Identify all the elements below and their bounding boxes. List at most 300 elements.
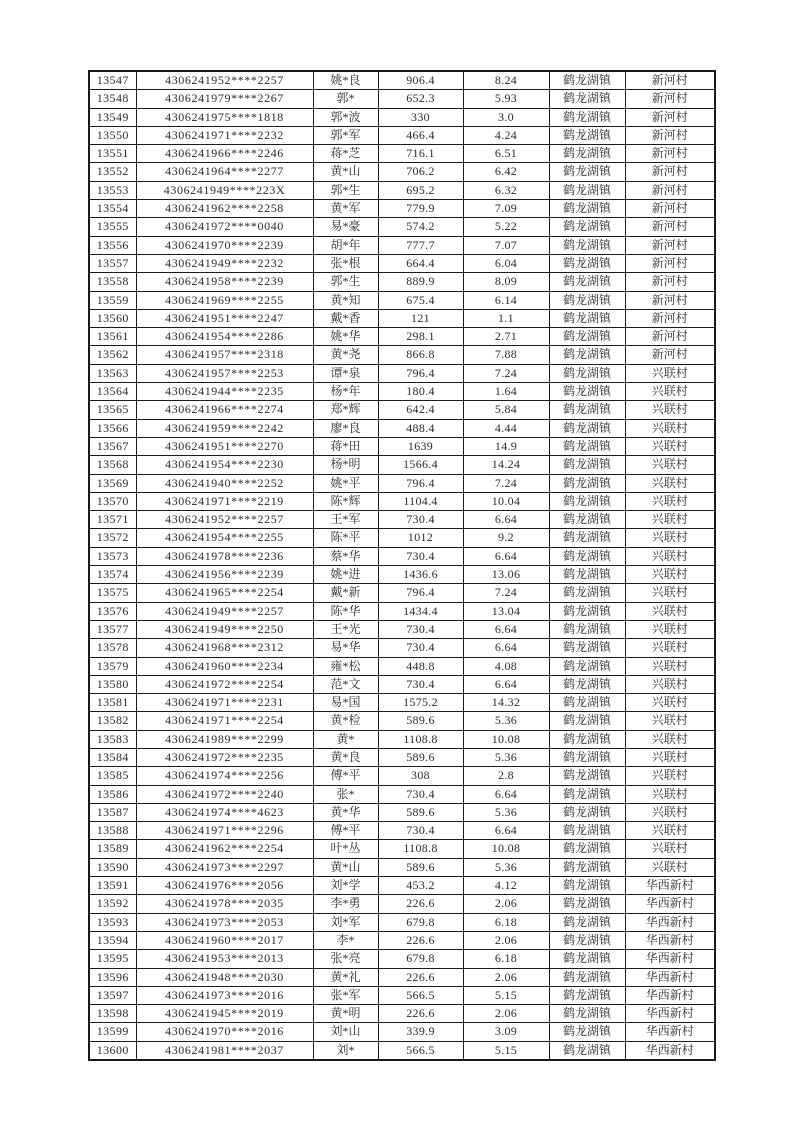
- cell-village: 兴联村: [625, 401, 715, 419]
- table-row: [89, 840, 715, 858]
- cell-amount: 566.5: [378, 1041, 463, 1060]
- cell-town: 鹤龙湖镇: [549, 986, 625, 1004]
- cell-village: 新河村: [625, 291, 715, 309]
- cell-name: 黄*山: [313, 163, 378, 181]
- cell-seq: 13576: [89, 602, 136, 620]
- cell-id: 4306241972****2240: [136, 785, 313, 803]
- cell-area: 5.84: [463, 401, 549, 419]
- cell-name: 易*华: [313, 639, 378, 657]
- cell-area: 1.64: [463, 383, 549, 401]
- cell-seq: 13589: [89, 840, 136, 858]
- cell-amount: 226.6: [378, 968, 463, 986]
- cell-seq: 13574: [89, 566, 136, 584]
- cell-town: 鹤龙湖镇: [549, 950, 625, 968]
- table-row: [89, 126, 715, 144]
- cell-town: 鹤龙湖镇: [549, 694, 625, 712]
- cell-seq: 13549: [89, 108, 136, 126]
- cell-id: 4306241974****2256: [136, 767, 313, 785]
- cell-amount: 589.6: [378, 803, 463, 821]
- cell-area: 6.42: [463, 163, 549, 181]
- cell-id: 4306241972****2235: [136, 748, 313, 766]
- cell-id: 4306241973****2053: [136, 913, 313, 931]
- table-row: [89, 950, 715, 968]
- cell-amount: 679.8: [378, 950, 463, 968]
- cell-id: 4306241954****2255: [136, 529, 313, 547]
- cell-village: 兴联村: [625, 474, 715, 492]
- cell-town: 鹤龙湖镇: [549, 968, 625, 986]
- cell-amount: 796.4: [378, 364, 463, 382]
- cell-name: 郭*生: [313, 273, 378, 291]
- table-row: [89, 181, 715, 199]
- cell-seq: 13558: [89, 273, 136, 291]
- cell-seq: 13577: [89, 620, 136, 638]
- table-row: [89, 346, 715, 364]
- cell-amount: 695.2: [378, 181, 463, 199]
- cell-town: 鹤龙湖镇: [549, 218, 625, 236]
- cell-seq: 13565: [89, 401, 136, 419]
- cell-name: 张*: [313, 785, 378, 803]
- table-row: [89, 254, 715, 272]
- cell-town: 鹤龙湖镇: [549, 657, 625, 675]
- cell-area: 9.2: [463, 529, 549, 547]
- cell-seq: 13557: [89, 254, 136, 272]
- cell-name: 杨*明: [313, 456, 378, 474]
- cell-town: 鹤龙湖镇: [549, 931, 625, 949]
- table-row: [89, 291, 715, 309]
- cell-name: 郭*生: [313, 181, 378, 199]
- cell-town: 鹤龙湖镇: [549, 840, 625, 858]
- cell-name: 廖*良: [313, 419, 378, 437]
- cell-seq: 13592: [89, 895, 136, 913]
- cell-seq: 13599: [89, 1023, 136, 1041]
- cell-area: 5.36: [463, 748, 549, 766]
- cell-area: 4.12: [463, 877, 549, 895]
- cell-id: 4306241957****2318: [136, 346, 313, 364]
- cell-village: 新河村: [625, 236, 715, 254]
- cell-id: 4306241981****2037: [136, 1041, 313, 1060]
- cell-id: 4306241972****0040: [136, 218, 313, 236]
- cell-town: 鹤龙湖镇: [549, 291, 625, 309]
- cell-town: 鹤龙湖镇: [549, 895, 625, 913]
- cell-seq: 13583: [89, 730, 136, 748]
- cell-amount: 730.4: [378, 547, 463, 565]
- table-row: [89, 767, 715, 785]
- cell-id: 4306241971****2219: [136, 492, 313, 510]
- cell-name: 陈*华: [313, 602, 378, 620]
- cell-area: 5.22: [463, 218, 549, 236]
- cell-seq: 13564: [89, 383, 136, 401]
- cell-town: 鹤龙湖镇: [549, 877, 625, 895]
- cell-area: 7.09: [463, 200, 549, 218]
- cell-town: 鹤龙湖镇: [549, 456, 625, 474]
- cell-seq: 13596: [89, 968, 136, 986]
- cell-name: 杨*年: [313, 383, 378, 401]
- cell-area: 6.18: [463, 913, 549, 931]
- cell-area: 6.64: [463, 785, 549, 803]
- table-row: [89, 748, 715, 766]
- cell-name: 黄*华: [313, 803, 378, 821]
- cell-id: 4306241957****2253: [136, 364, 313, 382]
- table-row: [89, 1023, 715, 1041]
- cell-amount: 574.2: [378, 218, 463, 236]
- cell-seq: 13595: [89, 950, 136, 968]
- cell-name: 谭*泉: [313, 364, 378, 382]
- cell-name: 黄*尧: [313, 346, 378, 364]
- table-row: [89, 437, 715, 455]
- cell-village: 兴联村: [625, 437, 715, 455]
- cell-village: 兴联村: [625, 602, 715, 620]
- cell-amount: 589.6: [378, 748, 463, 766]
- cell-amount: 716.1: [378, 145, 463, 163]
- cell-amount: 1012: [378, 529, 463, 547]
- cell-name: 黄*良: [313, 748, 378, 766]
- cell-village: 华西新村: [625, 986, 715, 1004]
- cell-area: 14.32: [463, 694, 549, 712]
- cell-village: 兴联村: [625, 767, 715, 785]
- cell-village: 新河村: [625, 108, 715, 126]
- table-row: [89, 822, 715, 840]
- cell-name: 蒋*田: [313, 437, 378, 455]
- cell-seq: 13573: [89, 547, 136, 565]
- table-row: [89, 145, 715, 163]
- cell-name: 傅*平: [313, 822, 378, 840]
- cell-area: 14.9: [463, 437, 549, 455]
- cell-village: 兴联村: [625, 383, 715, 401]
- cell-area: 6.51: [463, 145, 549, 163]
- cell-id: 4306241964****2277: [136, 163, 313, 181]
- cell-id: 4306241989****2299: [136, 730, 313, 748]
- cell-name: 郭*: [313, 90, 378, 108]
- table-row: [89, 218, 715, 236]
- cell-amount: 298.1: [378, 328, 463, 346]
- cell-village: 新河村: [625, 90, 715, 108]
- cell-name: 范*文: [313, 675, 378, 693]
- cell-seq: 13566: [89, 419, 136, 437]
- cell-area: 5.36: [463, 858, 549, 876]
- cell-name: 李*勇: [313, 895, 378, 913]
- cell-town: 鹤龙湖镇: [549, 474, 625, 492]
- table-row: [89, 108, 715, 126]
- cell-name: 黄*礼: [313, 968, 378, 986]
- cell-town: 鹤龙湖镇: [549, 236, 625, 254]
- cell-village: 兴联村: [625, 419, 715, 437]
- table-row: [89, 328, 715, 346]
- cell-amount: 642.4: [378, 401, 463, 419]
- cell-village: 新河村: [625, 145, 715, 163]
- cell-seq: 13597: [89, 986, 136, 1004]
- cell-id: 4306241960****2234: [136, 657, 313, 675]
- cell-village: 华西新村: [625, 913, 715, 931]
- cell-town: 鹤龙湖镇: [549, 1041, 625, 1060]
- cell-area: 5.36: [463, 712, 549, 730]
- cell-village: 兴联村: [625, 730, 715, 748]
- table-row: [89, 547, 715, 565]
- cell-name: 郭*军: [313, 126, 378, 144]
- table-row: [89, 602, 715, 620]
- cell-village: 新河村: [625, 254, 715, 272]
- cell-amount: 453.2: [378, 877, 463, 895]
- cell-town: 鹤龙湖镇: [549, 858, 625, 876]
- cell-village: 华西新村: [625, 1041, 715, 1060]
- cell-village: 兴联村: [625, 529, 715, 547]
- cell-area: 6.32: [463, 181, 549, 199]
- cell-village: 兴联村: [625, 620, 715, 638]
- cell-name: 陈*平: [313, 529, 378, 547]
- cell-amount: 1639: [378, 437, 463, 455]
- cell-village: 兴联村: [625, 748, 715, 766]
- cell-id: 4306241951****2270: [136, 437, 313, 455]
- cell-amount: 730.4: [378, 822, 463, 840]
- cell-name: 王*光: [313, 620, 378, 638]
- cell-town: 鹤龙湖镇: [549, 108, 625, 126]
- table-row: [89, 620, 715, 638]
- cell-id: 4306241954****2286: [136, 328, 313, 346]
- cell-name: 姚*良: [313, 71, 378, 90]
- cell-seq: 13556: [89, 236, 136, 254]
- cell-village: 兴联村: [625, 639, 715, 657]
- cell-area: 7.24: [463, 364, 549, 382]
- cell-town: 鹤龙湖镇: [549, 145, 625, 163]
- cell-village: 兴联村: [625, 547, 715, 565]
- cell-id: 4306241952****2257: [136, 71, 313, 90]
- cell-town: 鹤龙湖镇: [549, 602, 625, 620]
- cell-id: 4306241962****2254: [136, 840, 313, 858]
- cell-town: 鹤龙湖镇: [549, 1023, 625, 1041]
- cell-area: 10.08: [463, 730, 549, 748]
- cell-area: 5.15: [463, 986, 549, 1004]
- cell-amount: 589.6: [378, 858, 463, 876]
- cell-seq: 13578: [89, 639, 136, 657]
- cell-town: 鹤龙湖镇: [549, 273, 625, 291]
- cell-amount: 226.6: [378, 931, 463, 949]
- cell-id: 4306241968****2312: [136, 639, 313, 657]
- cell-area: 6.64: [463, 620, 549, 638]
- cell-seq: 13580: [89, 675, 136, 693]
- cell-town: 鹤龙湖镇: [549, 383, 625, 401]
- cell-town: 鹤龙湖镇: [549, 437, 625, 455]
- cell-amount: 675.4: [378, 291, 463, 309]
- cell-town: 鹤龙湖镇: [549, 639, 625, 657]
- cell-village: 兴联村: [625, 456, 715, 474]
- cell-town: 鹤龙湖镇: [549, 584, 625, 602]
- cell-area: 3.0: [463, 108, 549, 126]
- cell-village: 华西新村: [625, 877, 715, 895]
- cell-id: 4306241971****2296: [136, 822, 313, 840]
- cell-town: 鹤龙湖镇: [549, 748, 625, 766]
- cell-village: 兴联村: [625, 511, 715, 529]
- cell-town: 鹤龙湖镇: [549, 913, 625, 931]
- cell-village: 新河村: [625, 328, 715, 346]
- table-row: [89, 401, 715, 419]
- cell-name: 郭*波: [313, 108, 378, 126]
- cell-amount: 1436.6: [378, 566, 463, 584]
- cell-town: 鹤龙湖镇: [549, 200, 625, 218]
- cell-village: 兴联村: [625, 803, 715, 821]
- cell-seq: 13588: [89, 822, 136, 840]
- cell-amount: 730.4: [378, 675, 463, 693]
- table-row: [89, 913, 715, 931]
- table-row: [89, 163, 715, 181]
- cell-area: 6.04: [463, 254, 549, 272]
- cell-town: 鹤龙湖镇: [549, 90, 625, 108]
- cell-town: 鹤龙湖镇: [549, 492, 625, 510]
- cell-area: 6.64: [463, 511, 549, 529]
- cell-village: 兴联村: [625, 364, 715, 382]
- cell-name: 黄*军: [313, 200, 378, 218]
- cell-area: 6.64: [463, 822, 549, 840]
- cell-village: 兴联村: [625, 858, 715, 876]
- table-row: [89, 657, 715, 675]
- cell-id: 4306241944****2235: [136, 383, 313, 401]
- cell-area: 13.04: [463, 602, 549, 620]
- table-row: [89, 566, 715, 584]
- cell-village: 兴联村: [625, 492, 715, 510]
- cell-area: 2.06: [463, 968, 549, 986]
- table-row: [89, 236, 715, 254]
- cell-area: 6.64: [463, 547, 549, 565]
- cell-town: 鹤龙湖镇: [549, 822, 625, 840]
- table-row: [89, 584, 715, 602]
- cell-village: 华西新村: [625, 968, 715, 986]
- cell-area: 10.04: [463, 492, 549, 510]
- cell-name: 傅*平: [313, 767, 378, 785]
- cell-name: 胡*年: [313, 236, 378, 254]
- cell-name: 黄*检: [313, 712, 378, 730]
- table-body: [89, 71, 715, 1060]
- cell-seq: 13593: [89, 913, 136, 931]
- cell-amount: 679.8: [378, 913, 463, 931]
- cell-seq: 13567: [89, 437, 136, 455]
- cell-area: 4.24: [463, 126, 549, 144]
- cell-id: 4306241971****2232: [136, 126, 313, 144]
- cell-amount: 796.4: [378, 584, 463, 602]
- cell-name: 刘*: [313, 1041, 378, 1060]
- cell-amount: 566.5: [378, 986, 463, 1004]
- table-row: [89, 931, 715, 949]
- cell-area: 8.24: [463, 71, 549, 90]
- table-row: [89, 200, 715, 218]
- cell-village: 华西新村: [625, 895, 715, 913]
- cell-area: 7.24: [463, 584, 549, 602]
- cell-area: 6.64: [463, 675, 549, 693]
- cell-id: 4306241971****2231: [136, 694, 313, 712]
- cell-id: 4306241953****2013: [136, 950, 313, 968]
- cell-id: 4306241949****2250: [136, 620, 313, 638]
- cell-village: 兴联村: [625, 712, 715, 730]
- cell-seq: 13571: [89, 511, 136, 529]
- cell-id: 4306241969****2255: [136, 291, 313, 309]
- table-row: [89, 712, 715, 730]
- cell-id: 4306241954****2230: [136, 456, 313, 474]
- table-row: [89, 529, 715, 547]
- cell-seq: 13594: [89, 931, 136, 949]
- cell-area: 2.06: [463, 895, 549, 913]
- cell-village: 新河村: [625, 200, 715, 218]
- cell-village: 新河村: [625, 218, 715, 236]
- cell-seq: 13570: [89, 492, 136, 510]
- cell-name: 叶*丛: [313, 840, 378, 858]
- table-row: [89, 730, 715, 748]
- cell-seq: 13579: [89, 657, 136, 675]
- cell-amount: 730.4: [378, 620, 463, 638]
- cell-id: 4306241972****2254: [136, 675, 313, 693]
- cell-seq: 13568: [89, 456, 136, 474]
- subsidy-roster-table: [88, 70, 716, 1061]
- cell-id: 4306241949****223X: [136, 181, 313, 199]
- cell-village: 兴联村: [625, 822, 715, 840]
- cell-area: 8.09: [463, 273, 549, 291]
- cell-id: 4306241951****2247: [136, 309, 313, 327]
- cell-village: 华西新村: [625, 1023, 715, 1041]
- cell-area: 4.44: [463, 419, 549, 437]
- cell-area: 5.93: [463, 90, 549, 108]
- cell-id: 4306241970****2016: [136, 1023, 313, 1041]
- cell-id: 4306241973****2016: [136, 986, 313, 1004]
- cell-amount: 180.4: [378, 383, 463, 401]
- cell-town: 鹤龙湖镇: [549, 730, 625, 748]
- cell-town: 鹤龙湖镇: [549, 364, 625, 382]
- cell-village: 华西新村: [625, 950, 715, 968]
- cell-seq: 13548: [89, 90, 136, 108]
- cell-id: 4306241956****2239: [136, 566, 313, 584]
- cell-name: 王*军: [313, 511, 378, 529]
- table-row: [89, 1005, 715, 1023]
- cell-name: 黄*: [313, 730, 378, 748]
- cell-name: 张*军: [313, 986, 378, 1004]
- cell-town: 鹤龙湖镇: [549, 675, 625, 693]
- cell-name: 姚*华: [313, 328, 378, 346]
- cell-id: 4306241979****2267: [136, 90, 313, 108]
- cell-name: 蒋*芝: [313, 145, 378, 163]
- cell-town: 鹤龙湖镇: [549, 181, 625, 199]
- cell-amount: 652.3: [378, 90, 463, 108]
- cell-seq: 13554: [89, 200, 136, 218]
- cell-amount: 1566.4: [378, 456, 463, 474]
- cell-area: 5.15: [463, 1041, 549, 1060]
- cell-name: 黄*明: [313, 1005, 378, 1023]
- cell-town: 鹤龙湖镇: [549, 1005, 625, 1023]
- cell-name: 易*豪: [313, 218, 378, 236]
- cell-village: 新河村: [625, 309, 715, 327]
- cell-name: 姚*进: [313, 566, 378, 584]
- cell-seq: 13562: [89, 346, 136, 364]
- cell-amount: 121: [378, 309, 463, 327]
- cell-id: 4306241940****2252: [136, 474, 313, 492]
- cell-id: 4306241966****2246: [136, 145, 313, 163]
- cell-id: 4306241971****2254: [136, 712, 313, 730]
- cell-name: 张*根: [313, 254, 378, 272]
- cell-town: 鹤龙湖镇: [549, 511, 625, 529]
- table-row: [89, 90, 715, 108]
- cell-town: 鹤龙湖镇: [549, 529, 625, 547]
- cell-amount: 1104.4: [378, 492, 463, 510]
- cell-name: 黄*知: [313, 291, 378, 309]
- cell-seq: 13581: [89, 694, 136, 712]
- cell-amount: 730.4: [378, 639, 463, 657]
- cell-area: 2.8: [463, 767, 549, 785]
- cell-village: 新河村: [625, 181, 715, 199]
- cell-amount: 664.4: [378, 254, 463, 272]
- cell-seq: 13550: [89, 126, 136, 144]
- cell-village: 新河村: [625, 126, 715, 144]
- cell-area: 14.24: [463, 456, 549, 474]
- table-row: [89, 383, 715, 401]
- cell-amount: 589.6: [378, 712, 463, 730]
- cell-town: 鹤龙湖镇: [549, 566, 625, 584]
- table-row: [89, 785, 715, 803]
- table-row: [89, 456, 715, 474]
- cell-area: 4.08: [463, 657, 549, 675]
